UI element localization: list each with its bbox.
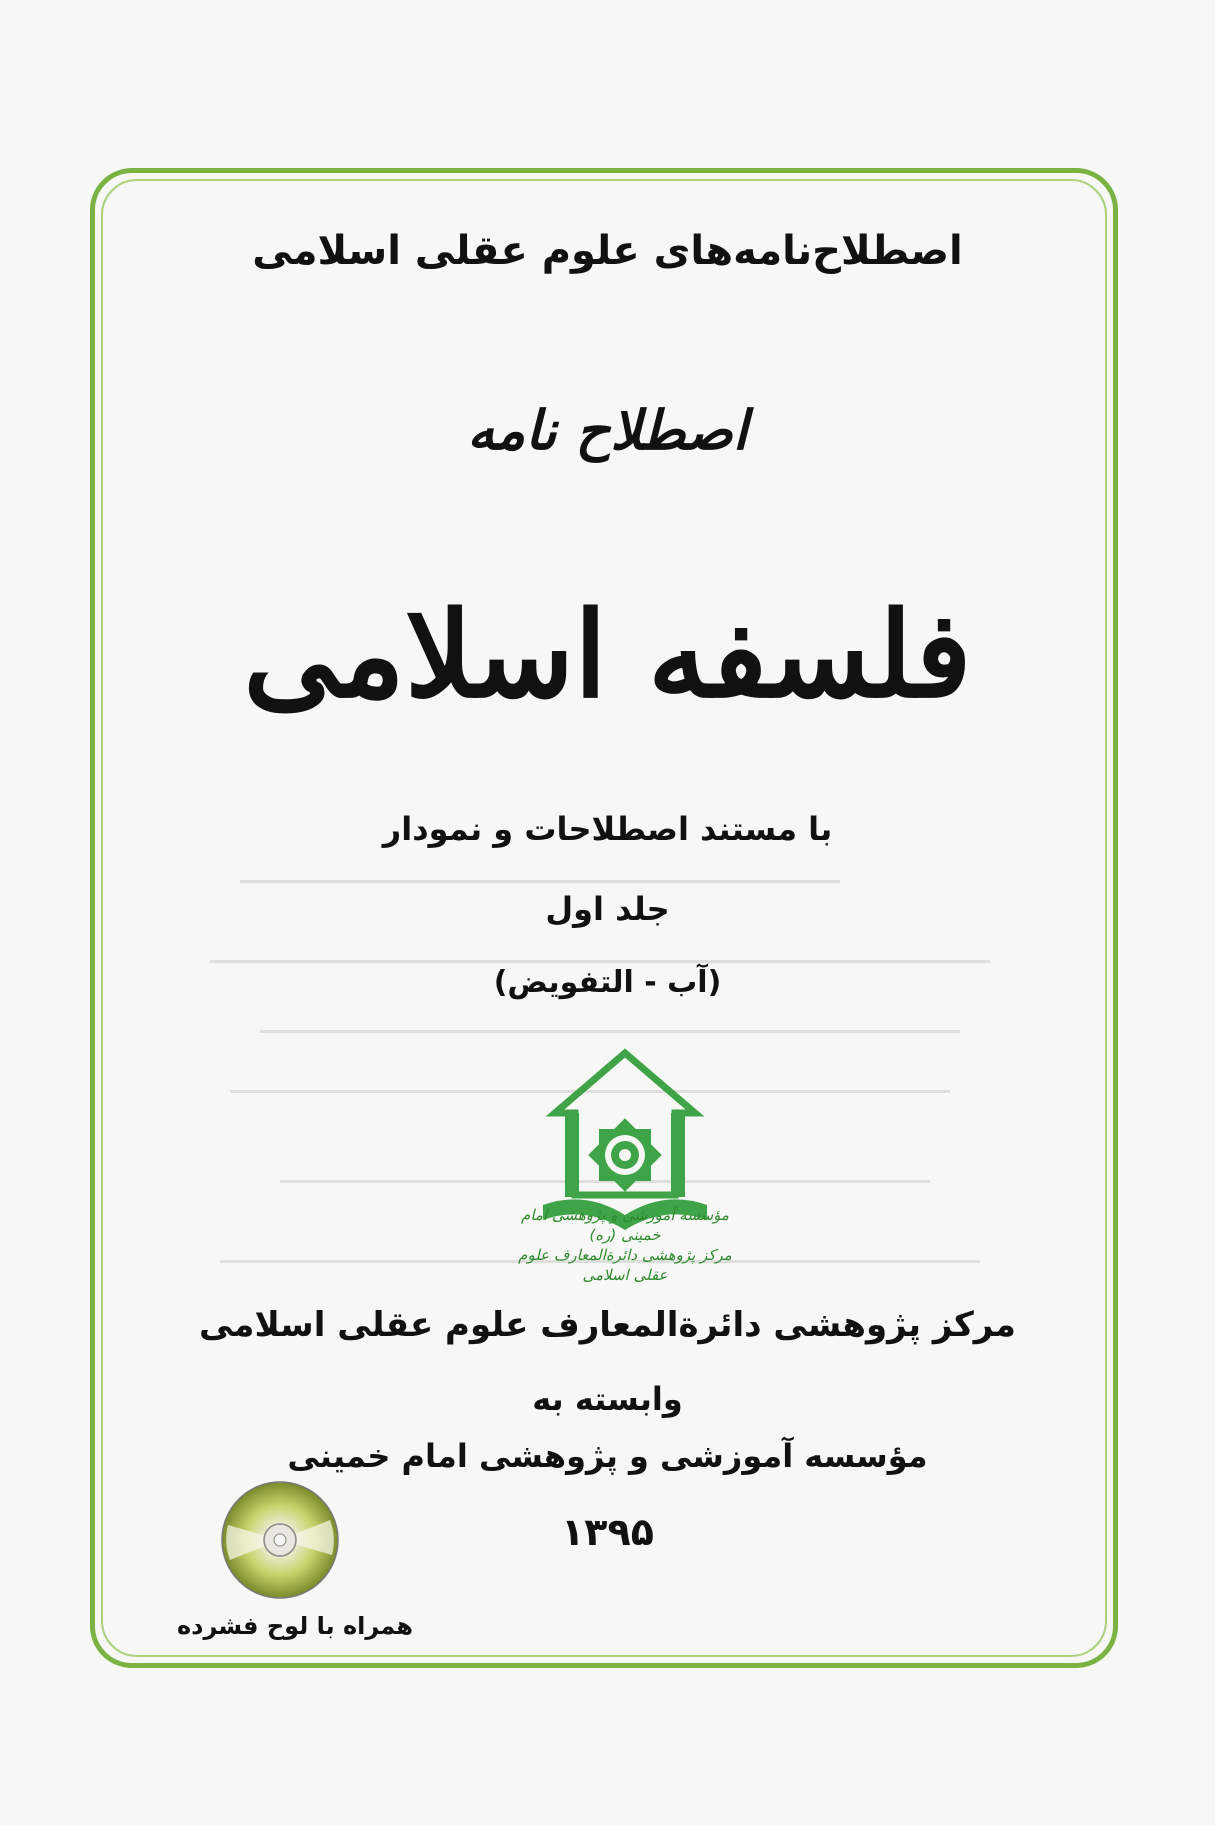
series-title: اصطلاح‌نامه‌های علوم عقلی اسلامی	[252, 228, 963, 274]
affiliation: وابسته به	[532, 1380, 683, 1418]
entry-range: (آب - التفویض)	[493, 965, 722, 1000]
emblem-caption	[510, 1205, 740, 1285]
compact-disc-icon	[220, 1480, 340, 1600]
volume-label: جلد اول	[545, 890, 670, 928]
publisher-center: مرکز پژوهشی دائرةالمعارف علوم عقلی اسلامی	[199, 1305, 1016, 1345]
description: با مستند اصطلاحات و نمودار	[382, 810, 833, 848]
publication-year: ۱۳۹۵	[561, 1510, 654, 1554]
cd-note: همراه با لوح فشرده	[176, 1612, 414, 1640]
institute: مؤسسه آموزشی و پژوهشی امام خمینی	[287, 1437, 928, 1475]
subtitle: اصطلاح نامه	[467, 398, 748, 462]
main-title: فلسفه اسلامی	[243, 585, 972, 724]
emblem-caption-line2: مرکز پژوهشی دائرةالمعارف علوم عقلی اسلامی	[518, 1246, 732, 1284]
emblem-caption-line1: مؤسسه آموزشی و پژوهشی امام خمینی (ره)	[521, 1206, 729, 1244]
